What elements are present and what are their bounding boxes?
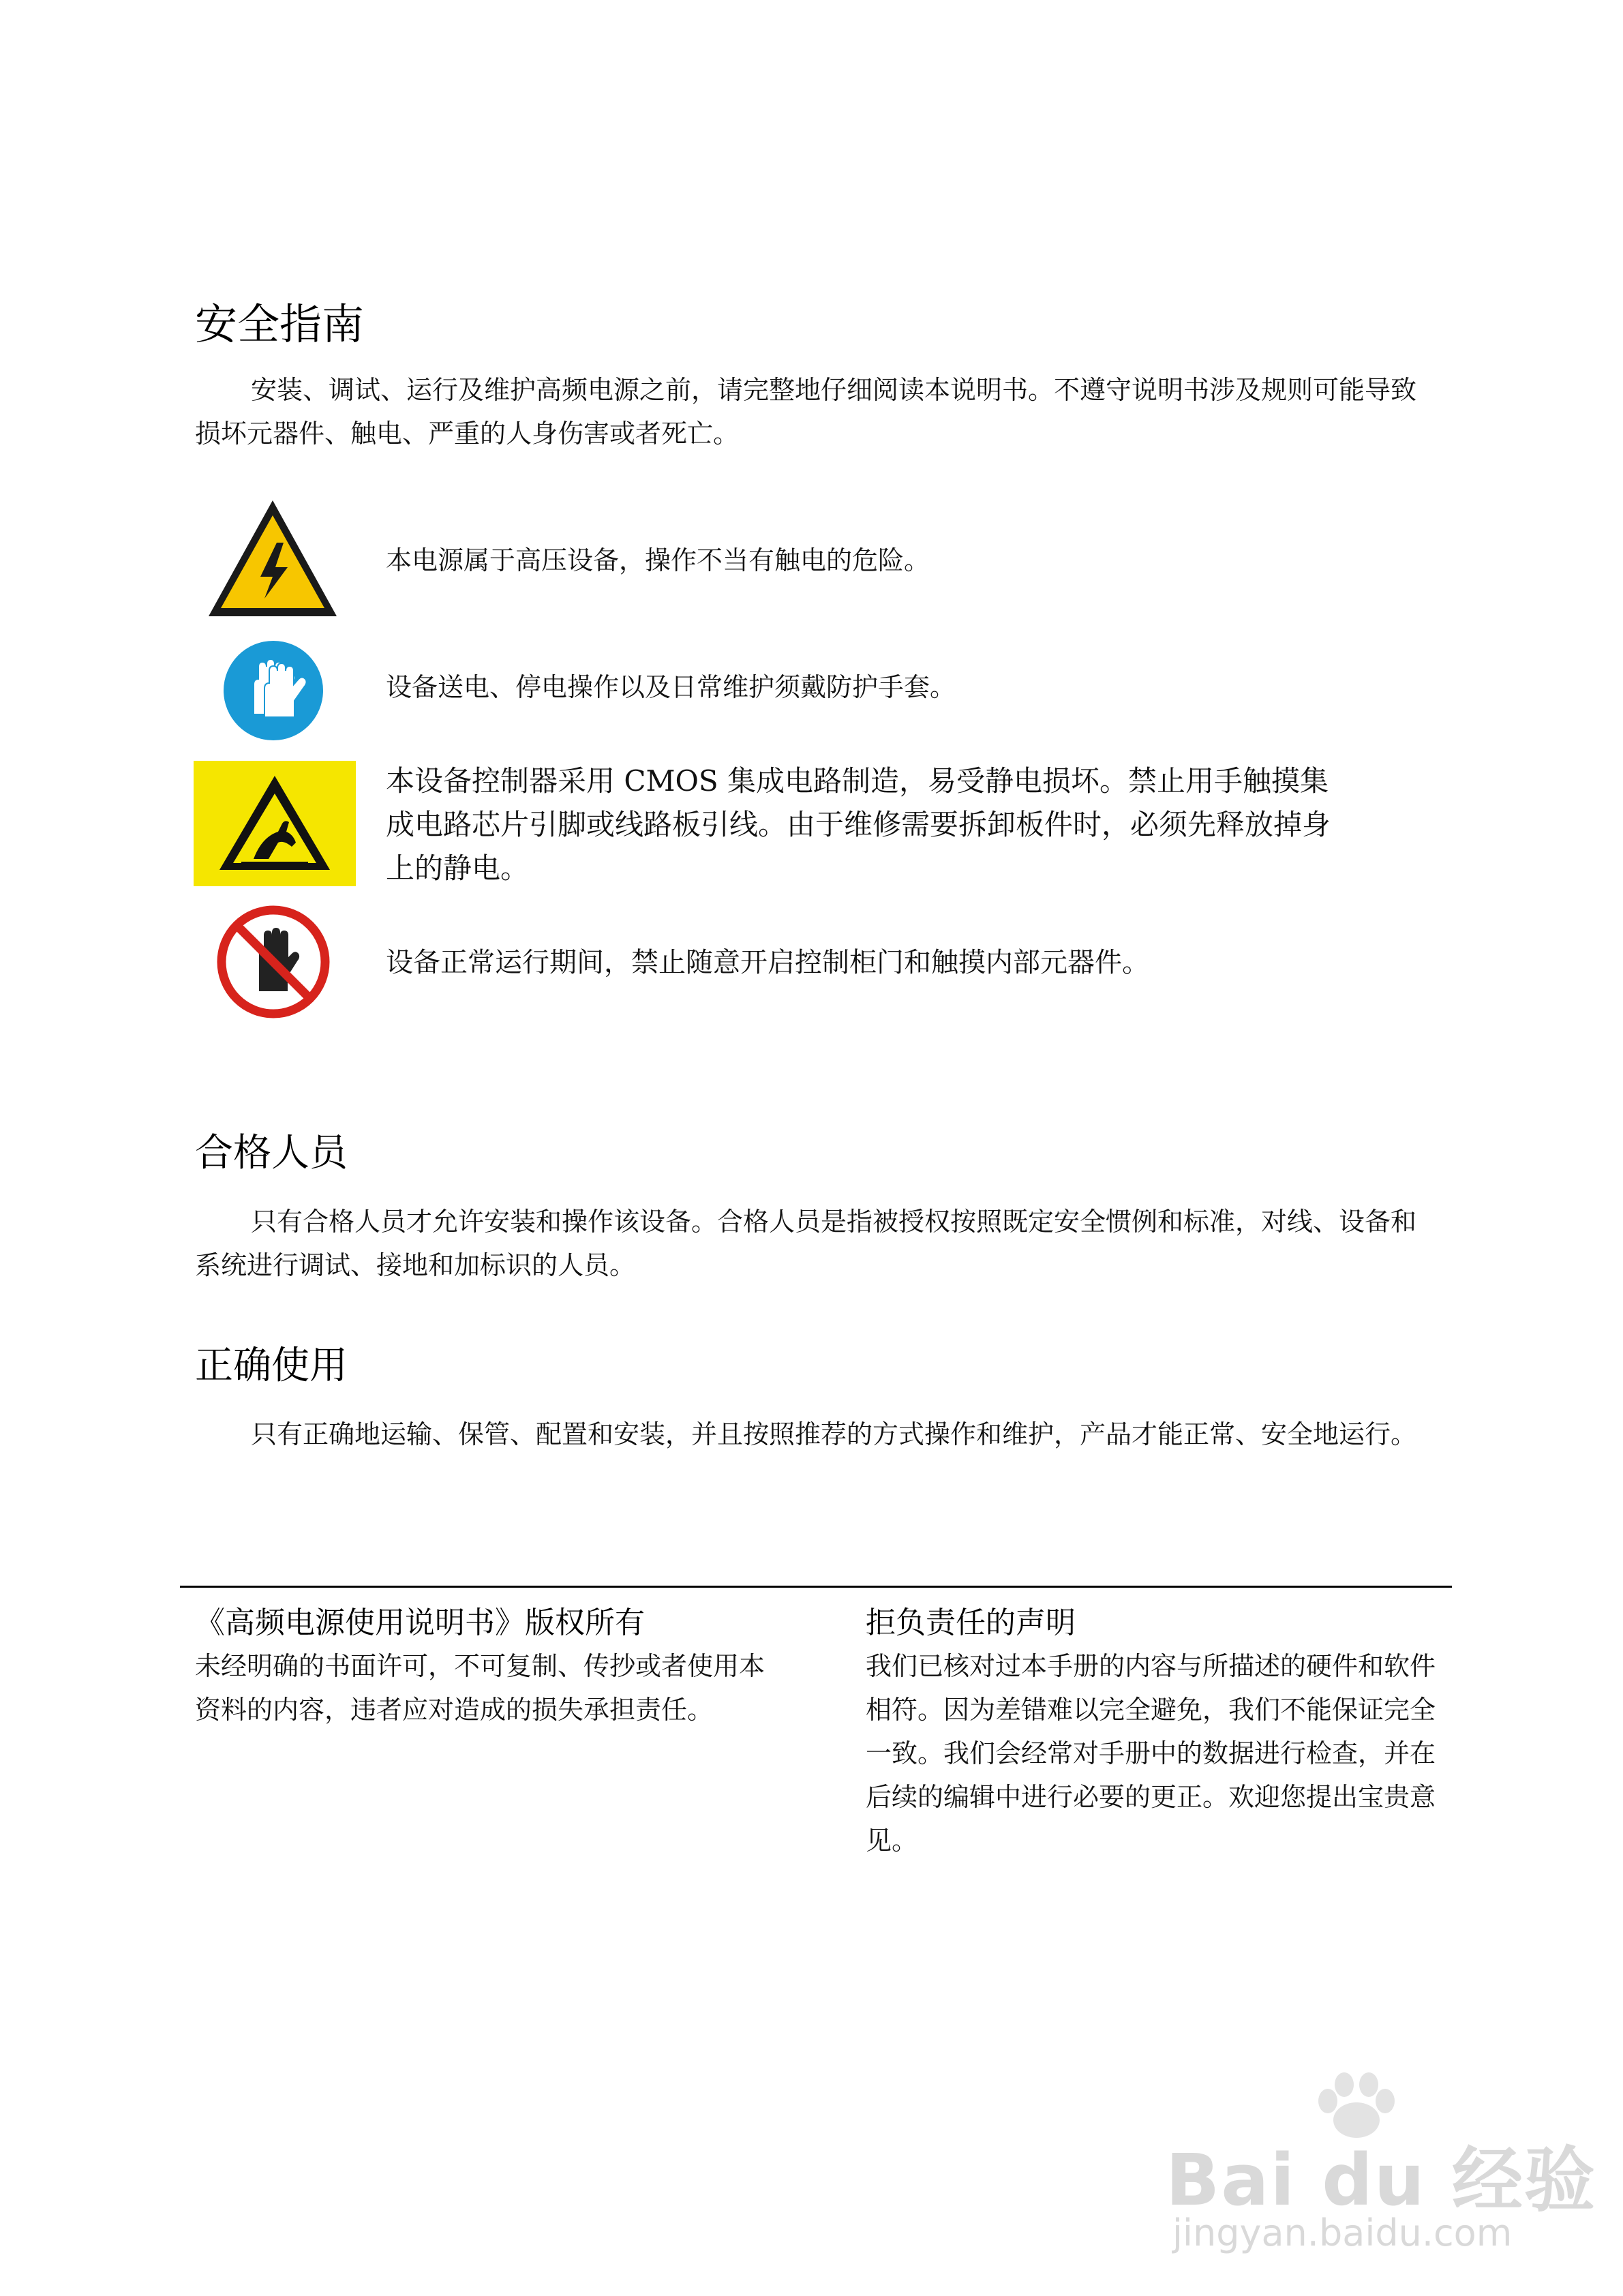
baidu-watermark: [1166, 2066, 1596, 2270]
watermark-url: jingyan.baidu.com: [1172, 2211, 1513, 2254]
copyright-text: 未经明确的书面许可，不可复制、传抄或者使用本资料的内容，违者应对造成的损失承担责任。: [195, 1651, 765, 1725]
esd-sensitive-icon: [194, 761, 356, 886]
high-voltage-warning-icon: [204, 496, 341, 620]
warning-text-gloves: 设备送电、停电操作以及日常维护须戴防护手套。: [386, 672, 956, 702]
watermark-brand: Bai du 经验: [1166, 2139, 1596, 2222]
safety-intro: 安装、调试、运行及维护高频电源之前，请完整地仔细阅读本说明书。不遵守说明书涉及规则可能导致损坏元器件、触电、严重的人身伤害或者死亡。: [195, 375, 1417, 449]
section-title-correct-use: 正确使用: [195, 1344, 348, 1388]
page-title: 安全指南: [195, 299, 365, 349]
correct-use-text: 只有正确地运输、保管、配置和安装，并且按照推荐的方式操作和维护，产品才能正常、安全地运行。: [251, 1419, 1417, 1449]
copyright-title: 《高频电源使用说明书》版权所有: [195, 1605, 645, 1640]
disclaimer-title: 拒负责任的声明: [866, 1605, 1076, 1640]
footer-divider: [180, 1586, 1452, 1588]
warning-text-high-voltage: 本电源属于高压设备，操作不当有触电的危险。: [386, 545, 930, 575]
section-title-qualified: 合格人员: [195, 1131, 348, 1175]
warning-text-esd: 本设备控制器采用 CMOS 集成电路制造，易受静电损坏。禁止用手触摸集成电路芯片引脚或线路板引线。由于维修需要拆卸板件时，必须先释放掉身上的静电。: [386, 764, 1331, 885]
warning-text-no-touch: 设备正常运行期间，禁止随意开启控制柜门和触摸内部元器件。: [386, 947, 1149, 978]
protective-gloves-icon: [222, 639, 324, 742]
qualified-text: 只有合格人员才允许安装和操作该设备。合格人员是指被授权按照既定安全惯例和标准，对线、设备和系统进行调试、接地和加标识的人员。: [195, 1207, 1417, 1280]
disclaimer-text: 我们已核对过本手册的内容与所描述的硬件和软件相符。因为差错难以完全避免，我们不能保证完全一致。我们会经常对手册中的数据进行检查，并在后续的编辑中进行必要的更正。欢迎您提出宝贵意见。: [866, 1651, 1436, 1856]
no-touching-icon: [217, 905, 330, 1018]
